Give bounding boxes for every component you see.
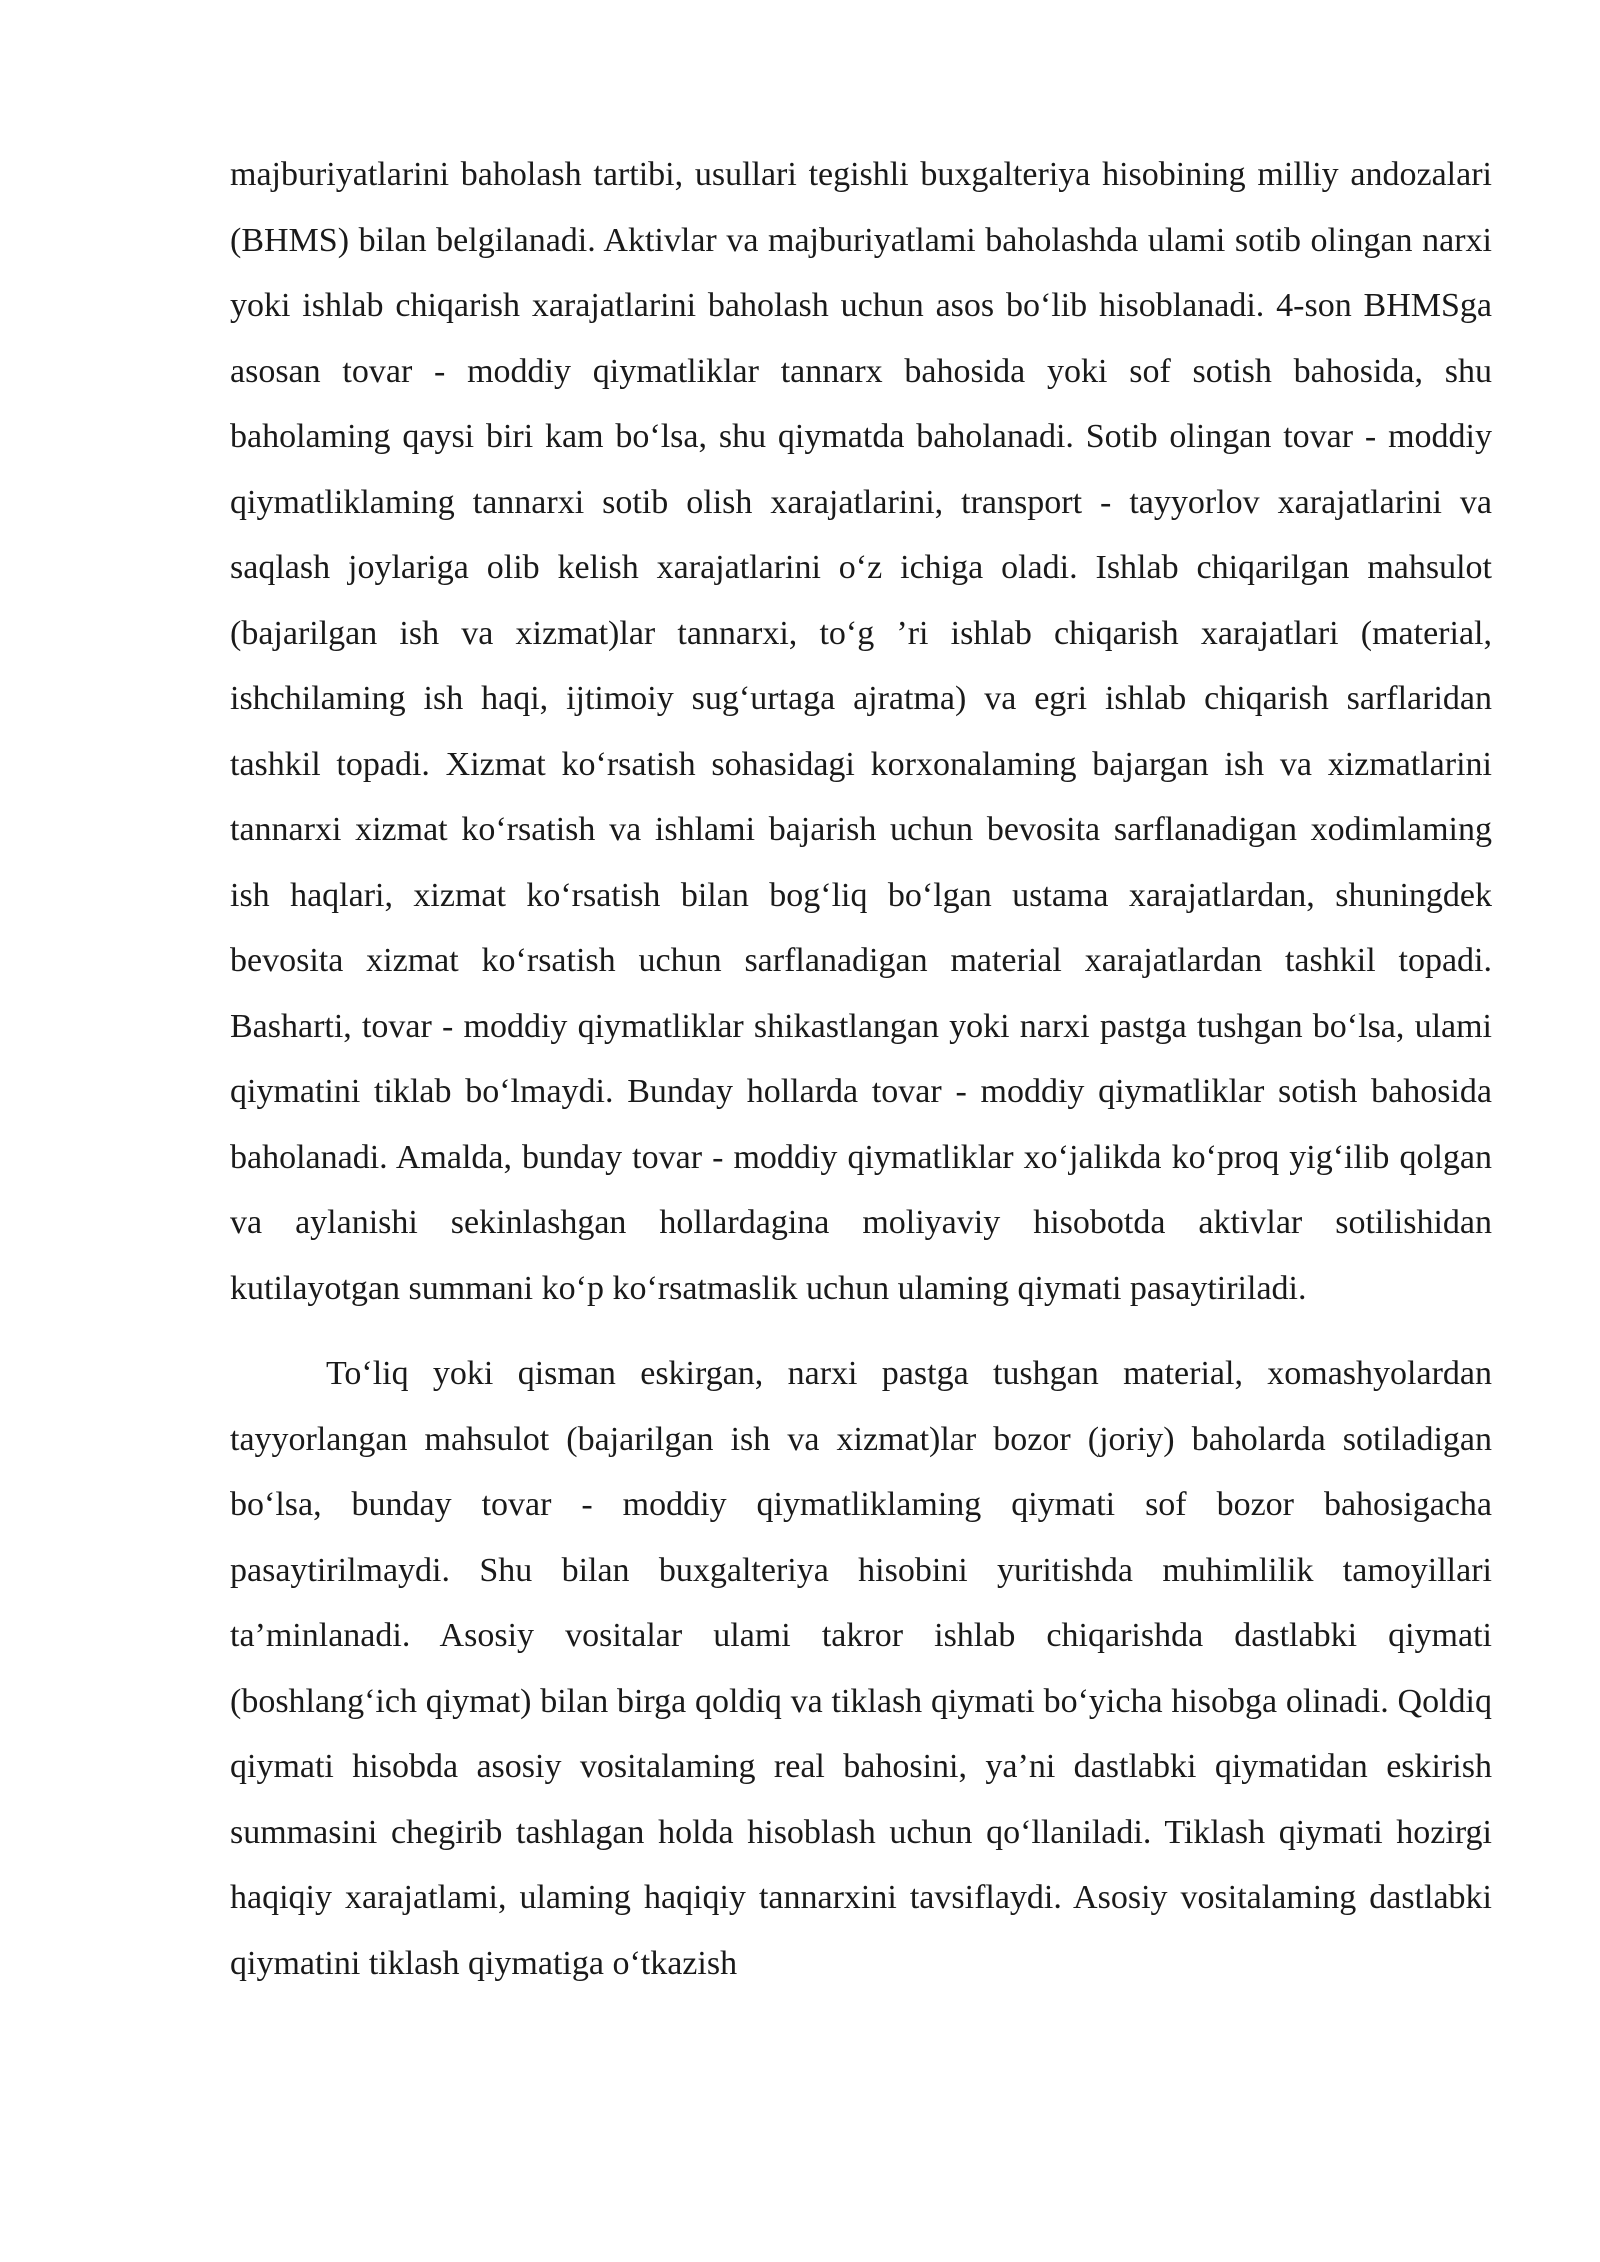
- document-body: [230, 142, 1492, 1996]
- paragraph-2: To‘liq yoki qisman eskirgan, narxi pastga tushgan material, xomashyolardan tayyorlangan mahsulot (bajarilgan ish va xizmat)lar bozor (joriy) baholarda sotiladigan bo‘lsa, bunday tovar - moddiy qiymatliklaming qiymati sof bozor bahosigacha pasaytirilmaydi. Shu bilan buxgalteriya hisobini yuritishda muhimlilik tamoyillari ta’minlanadi. Asosiy vositalar ulami takror ishlab chiqarishda dastlabki qiymati (boshlang‘ich qiymat) bilan birga qoldiq va tiklash qiymati bo‘yicha hisobga olinadi. Qoldiq qiymati hisobda asosiy vositalaming real bahosini, ya’ni dastlabki qiymatidan eskirish summasini chegirib tashlagan holda hisoblash uchun qo‘llaniladi. Tiklash qiymati hozirgi haqiqiy xarajatlami, ulaming haqiqiy tannarxini tavsiflaydi. Asosiy vositalaming dastlabki qiymatini tiklash qiymatiga o‘tkazish: [230, 1355, 1492, 1982]
- paragraph-1: majburiyatlarini baholash tartibi, usullari tegishli buxgalteriya hisobining milliy andozalari (BHMS) bilan belgilanadi. Aktivlar va majburiyatlami baholashda ulami sotib olingan narxi yoki ishlab chiqarish xarajatlarini baholash uchun asos bo‘lib hisoblanadi. 4-son BHMSga asosan tovar - moddiy qiymatliklar tannarx bahosida yoki sof sotish bahosida, shu baholaming qaysi biri kam bo‘lsa, shu qiymatda baholanadi. Sotib olingan tovar - moddiy qiymatliklaming tannarxi sotib olish xarajatlarini, transport - tayyorlov xarajatlarini va saqlash joylariga olib kelish xarajatlarini o‘z ichiga oladi. Ishlab chiqarilgan mahsulot (bajarilgan ish va xizmat)lar tannarxi, to‘g ’ri ishlab chiqarish xarajatlari (material, ishchilaming ish haqi, ijtimoiy sug‘urtaga ajratma) va egri ishlab chiqarish sarflaridan tashkil topadi. Xizmat ko‘rsatish sohasidagi korxonalaming bajargan ish va xizmatlarini tannarxi xizmat ko‘rsatish va ishlami bajarish uchun bevosita sarflanadigan xodimlaming ish haqlari, xizmat ko‘rsatish bilan bog‘liq bo‘lgan ustama xarajatlardan, shuningdek bevosita xizmat ko‘rsatish uchun sarflanadigan material xarajatlardan tashkil topadi. Basharti, tovar - moddiy qiymatliklar shikastlangan yoki narxi pastga tushgan bo‘lsa, ulami qiymatini tiklab bo‘lmaydi. Bunday hollarda tovar - moddiy qiymatliklar sotish bahosida baholanadi. Amalda, bunday tovar - moddiy qiymatliklar xo‘jalikda ko‘proq yig‘ilib qolgan va aylanishi sekinlashgan hollardagina moliyaviy hisobotda aktivlar sotilishidan kutilayotgan summani ko‘p ko‘rsatmaslik uchun ulaming qiymati pasaytiriladi.: [230, 156, 1492, 1307]
